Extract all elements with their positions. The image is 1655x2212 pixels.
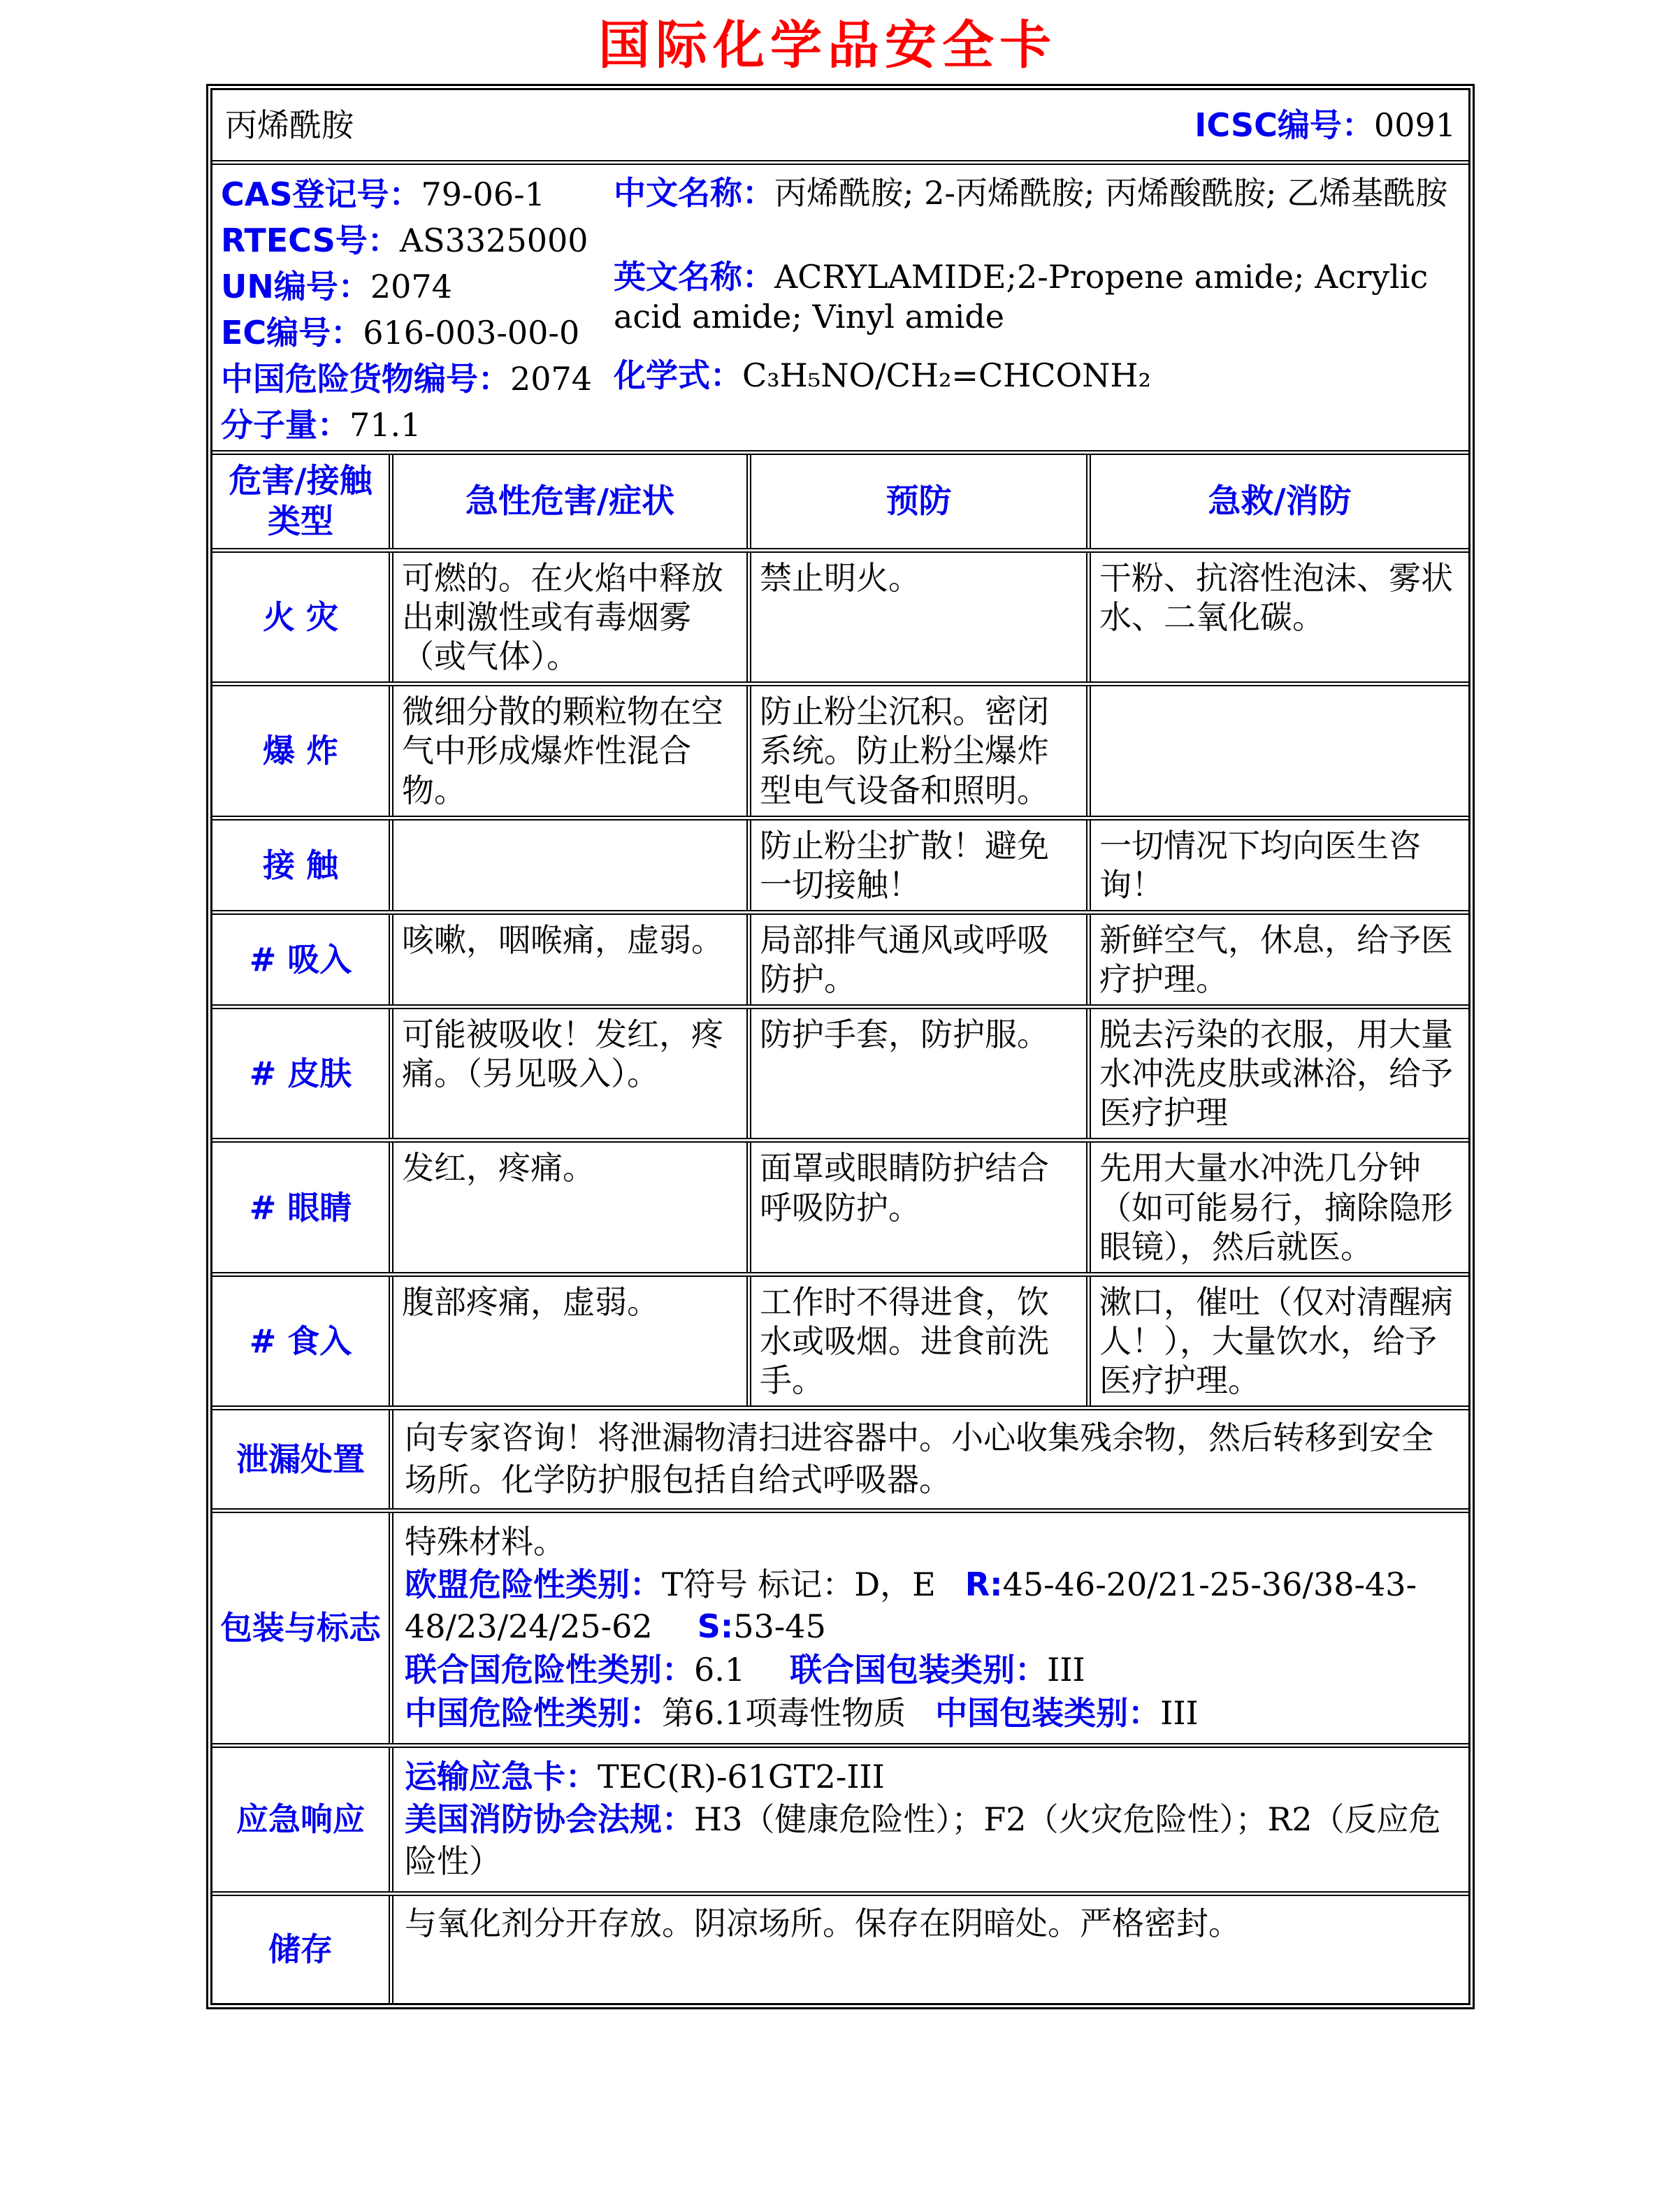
un-label: UN编号：	[221, 268, 370, 305]
row-label-packaging: 包装与标志	[220, 1609, 381, 1647]
ec-number-line	[221, 308, 604, 354]
safety-card-table	[206, 84, 1475, 2009]
fire-response: 干粉、抗溶性泡沫、雾状水、二氧化碳。	[1086, 553, 1468, 681]
eyes-symptoms: 发红，疼痛。	[389, 1143, 746, 1271]
packaging-eu-line	[405, 1564, 1457, 1648]
hazard-table-header	[212, 450, 1468, 548]
row-label-storage: 储存	[268, 1930, 333, 1969]
hazard-row-skin	[212, 1004, 1468, 1138]
inhalation-response: 新鲜空气，休息，给予医疗护理。	[1086, 915, 1468, 1004]
header-first-aid: 急救/消防	[1086, 455, 1468, 548]
header-prevention: 预防	[746, 455, 1086, 548]
chemical-name: 丙烯酰胺	[225, 106, 354, 144]
un-class-value: 6.1	[694, 1651, 746, 1689]
packaging-content	[389, 1513, 1468, 1743]
spill-text: 向专家咨询！将泄漏物清扫进容器中。小心收集残余物，然后转移到安全场所。化学防护服包括自给式呼吸器。	[389, 1410, 1468, 1508]
row-label-ingestion: # 食入	[249, 1322, 352, 1360]
china-class-value: 第6.1项毒性物质	[662, 1693, 906, 1732]
nfpa-label: 美国消防协会法规：	[405, 1800, 694, 1839]
hazard-row-explosion	[212, 681, 1468, 815]
chemical-name-cell	[212, 99, 1468, 152]
china-class-label: 中国危险性类别：	[405, 1693, 662, 1732]
skin-prevention: 防护手套，防护服。	[746, 1009, 1086, 1138]
chemical-name-row	[212, 90, 1468, 160]
molecular-weight-label: 分子量：	[221, 406, 349, 444]
section-row-packaging	[212, 1508, 1468, 1743]
skin-symptoms: 可能被吸收！发红，疼痛。（另见吸入）。	[389, 1009, 746, 1138]
row-label-inhalation: # 吸入	[249, 940, 352, 978]
row-label-emergency: 应急响应	[236, 1800, 365, 1839]
header-hazard-type: 危害/接触类型	[229, 462, 373, 541]
explosion-response	[1086, 686, 1468, 815]
icsc-label: ICSC编号：	[1194, 106, 1374, 144]
contact-prevention: 防止粉尘扩散！避免一切接触！	[746, 821, 1086, 910]
eyes-prevention: 面罩或眼睛防护结合呼吸防护。	[746, 1143, 1086, 1271]
contact-response: 一切情况下均向医生咨询！	[1086, 821, 1468, 910]
r-phrases-label: R:	[964, 1566, 1003, 1604]
un-value: 2074	[370, 268, 452, 305]
eu-class-value: T符号 标记：D，E	[662, 1566, 936, 1604]
cas-label: CAS登记号：	[221, 175, 421, 213]
s-phrases-label: S:	[697, 1607, 734, 1646]
page-title: 国际化学品安全卡	[598, 15, 1057, 75]
un-class-label: 联合国危险性类别：	[405, 1651, 694, 1689]
special-material-text: 特殊材料。	[405, 1522, 565, 1561]
china-dg-number-line	[221, 354, 604, 400]
row-label-spill: 泄漏处置	[236, 1440, 365, 1478]
fire-symptoms: 可燃的。在火焰中释放出刺激性或有毒烟雾（或气体）。	[389, 553, 746, 681]
storage-text: 与氧化剂分开存放。阴凉场所。保存在阴暗处。严格密封。	[389, 1896, 1468, 2003]
section-row-emergency	[212, 1743, 1468, 1891]
skin-response: 脱去污染的衣服，用大量水冲洗皮肤或淋浴，给予医疗护理	[1086, 1009, 1468, 1138]
nfpa-value: H3（健康危险性）；F2（火灾危险性）；R2（反应危险性）	[405, 1800, 1441, 1881]
chemical-formula-label: 化学式：	[614, 356, 742, 394]
cas-number-line	[221, 169, 604, 215]
chinese-name-label: 中文名称：	[614, 174, 774, 212]
packaging-china-line	[405, 1693, 1457, 1735]
english-name-label: 英文名称：	[614, 257, 774, 296]
contact-symptoms	[389, 821, 746, 910]
packaging-un-line	[405, 1649, 1457, 1691]
emergency-content	[389, 1748, 1468, 1891]
transport-card-line	[405, 1756, 1457, 1798]
transport-card-label: 运输应急卡：	[405, 1757, 598, 1795]
row-label-explosion: 爆 炸	[262, 732, 338, 770]
fire-prevention: 禁止明火。	[746, 553, 1086, 681]
section-row-spill	[212, 1405, 1468, 1508]
chemical-formula-value: C₃H₅NO/CH₂=CHCONH₂	[742, 356, 1151, 394]
row-label-eyes: # 眼睛	[249, 1188, 352, 1227]
identifier-row	[212, 160, 1468, 450]
hazard-row-ingestion	[212, 1272, 1468, 1405]
hazard-row-fire	[212, 548, 1468, 681]
china-dg-label: 中国危险货物编号：	[221, 360, 510, 398]
english-names-line	[614, 257, 1459, 338]
r-phrases-value: 45-46-20/21-25-36/38-43-48/23/24/25-62	[405, 1566, 1417, 1646]
ec-label: EC编号：	[221, 314, 363, 352]
chemical-formula-line	[614, 356, 1459, 396]
china-dg-value: 2074	[510, 360, 593, 398]
row-label-contact: 接 触	[262, 846, 338, 884]
china-pack-label: 中国包装类别：	[935, 1693, 1161, 1732]
cas-value: 79-06-1	[421, 175, 545, 213]
rtecs-value: AS3325000	[399, 222, 588, 259]
transport-card-value: TEC(R)-61GT2-III	[598, 1757, 885, 1795]
header-acute-symptoms: 急性危害/症状	[389, 455, 746, 548]
row-label-fire: 火 灾	[262, 598, 338, 637]
row-label-skin: # 皮肤	[249, 1055, 352, 1093]
eu-class-label: 欧盟危险性类别：	[405, 1566, 662, 1604]
molecular-weight-line	[221, 400, 604, 446]
chinese-names-line	[614, 173, 1459, 214]
ec-value: 616-003-00-0	[363, 314, 580, 352]
rtecs-label: RTECS号：	[221, 222, 400, 259]
un-pack-label: 联合国包装类别：	[790, 1651, 1048, 1689]
eyes-response: 先用大量水冲洗几分钟（如可能易行，摘除隐形眼镜），然后就医。	[1086, 1143, 1468, 1271]
ingestion-symptoms: 腹部疼痛，虚弱。	[389, 1277, 746, 1405]
packaging-special-material-line	[405, 1521, 1457, 1563]
names-block	[604, 165, 1468, 450]
ingestion-prevention: 工作时不得进食，饮水或吸烟。进食前洗手。	[746, 1277, 1086, 1405]
molecular-weight-value: 71.1	[349, 406, 421, 444]
inhalation-symptoms: 咳嗽，咽喉痛，虚弱。	[389, 915, 746, 1004]
nfpa-line	[405, 1799, 1457, 1883]
china-pack-value: III	[1160, 1693, 1199, 1732]
hazard-row-contact	[212, 816, 1468, 910]
explosion-symptoms: 微细分散的颗粒物在空气中形成爆炸性混合物。	[389, 686, 746, 815]
inhalation-prevention: 局部排气通风或呼吸防护。	[746, 915, 1086, 1004]
rtecs-number-line	[221, 215, 604, 261]
un-pack-value: III	[1047, 1651, 1085, 1689]
hazard-row-inhalation	[212, 910, 1468, 1004]
icsc-number	[1194, 106, 1456, 145]
icsc-value: 0091	[1373, 106, 1456, 144]
s-phrases-value: 53-45	[733, 1607, 826, 1646]
ingestion-response: 漱口，催吐（仅对清醒病人！），大量饮水，给予医疗护理。	[1086, 1277, 1468, 1405]
hazard-row-eyes	[212, 1138, 1468, 1271]
chinese-name-value: 丙烯酰胺; 2-丙烯酰胺; 丙烯酸酰胺; 乙烯基酰胺	[774, 174, 1448, 212]
explosion-prevention: 防止粉尘沉积。密闭系统。防止粉尘爆炸型电气设备和照明。	[746, 686, 1086, 815]
un-number-line	[221, 261, 604, 308]
english-name-value: ACRYLAMIDE;2-Propene amide; Acrylic acid amide; Vinyl amide	[614, 257, 1429, 335]
identifier-list	[212, 165, 604, 450]
section-row-storage	[212, 1891, 1468, 2003]
